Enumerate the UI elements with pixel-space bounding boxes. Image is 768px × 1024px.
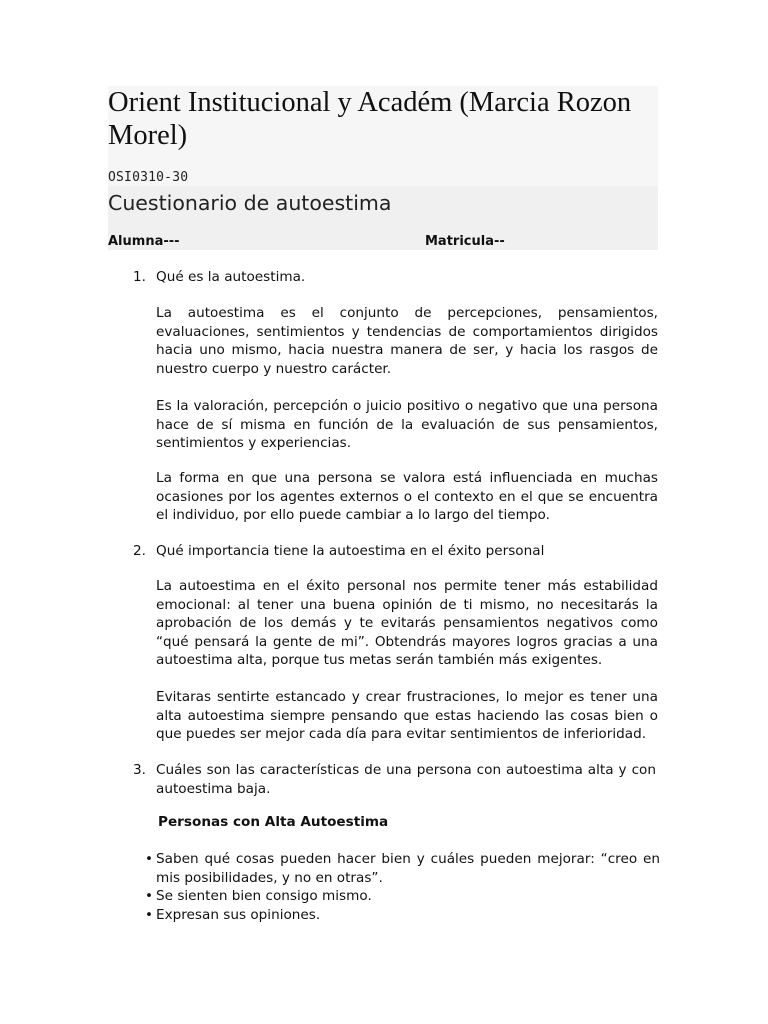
student-label: Alumna--- [108,234,180,249]
id-label: Matricula-- [425,234,505,249]
course-code: OSI0310-30 [108,170,189,185]
bullet-icon: • [145,906,154,923]
list-item [144,850,660,887]
high-self-esteem-list [144,850,660,924]
section-heading: Personas con Alta Autoestima [158,814,389,830]
answer-paragraph: La forma en que una persona se valora está influenciada en muchas ocasiones por los agentes externos o el contexto en el que se encuentra el individuo, por ello puede cambiar a lo largo del tiempo. [156,470,658,523]
document-title: Cuestionario de autoestima [108,191,392,215]
question-text: Qué importancia tiene la autoestima en el éxito personal [156,543,545,559]
course-title: Orient Institucional y Académ (Marcia Rozon Morel) [108,87,632,151]
answer-paragraph: La autoestima es el conjunto de percepciones, pensamientos, evaluaciones, sentimientos y tendencias de comportamientos dirigidos hacia uno mismo, hacia nuestra manera de ser, y hacia los rasgos de nuestro cuerpo y nuestro carácter. [156,305,658,377]
bullet-icon: • [145,888,154,904]
answer-paragraph: Evitaras sentirte estancado y crear frustraciones, lo mejor es tener una alta autoestima siempre pensando que estas haciendo las cosas bien o que puedes ser mejor cada día para evitar sentimientos de inferioridad. [156,689,658,742]
list-item-text: Saben qué cosas pueden hacer bien y cuáles pueden mejorar: “creo en mis posibilidades, y no en otras”. [156,851,660,886]
question-text: Qué es la autoestima. [156,269,306,285]
list-item [144,887,660,906]
list-item-text: Se sienten bien consigo mismo. [156,888,372,904]
question-number: 3. [133,762,146,778]
question-text: Cuáles son las características de una persona con autoestima alta y con autoestima baja. [156,762,656,797]
answer-paragraph: La autoestima en el éxito personal nos permite tener más estabilidad emocional: al tener una buena opinión de ti mismo, no necesitarás la aprobación de los demás y te evitarás pensamientos negativos como “qué pensará la gente de mi”. Obtendrás mayores logros gracias a una autoestima alta, porque tus metas serán también más exigentes. [156,578,658,668]
bullet-icon: • [145,851,154,867]
answer-paragraph: Es la valoración, percepción o juicio positivo o negativo que una persona hace de sí misma en función de la evaluación de sus pensamientos, sentimientos y experiencias. [156,398,658,451]
list-item [144,906,660,925]
question-number: 1. [133,269,146,285]
question-number: 2. [133,543,146,559]
list-item-text: Expresan sus opiniones. [156,906,321,923]
